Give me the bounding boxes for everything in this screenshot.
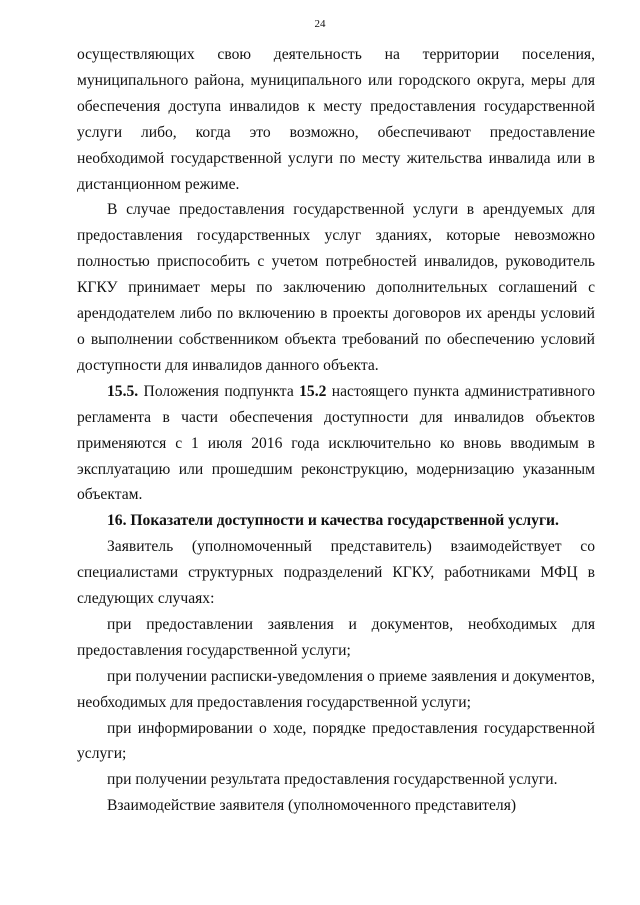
clause-number: 15.5.: [107, 382, 139, 400]
section-heading: 16. Показатели доступности и качества государственной услуги.: [107, 512, 559, 530]
clause-reference: 15.2: [299, 382, 327, 400]
paragraph-text: настоящего пункта административного регламента в части обеспечения доступности для инвалидов объектов применяются с 1 июля 2016 года исключительно ко вновь вводимым в эксплуатацию или прошедшим реконструкцию, модернизацию указанным объектам.: [77, 382, 595, 504]
paragraph-rented-buildings: В случае предоставления государственной услуги в арендуемых для предоставления государственных услуг зданиях, которые невозможно полностью приспособить с учетом потребностей инвалидов, руководитель КГКУ принимает меры по заключению дополнительных соглашений с арендодателем либо по включению в проекты договоров их аренды условий о выполнении собственником объекта требований по обеспечению условий доступности для инвалидов данного объекта.: [77, 201, 595, 374]
paragraph-text: Положения подпункта: [138, 382, 300, 400]
paragraph-15-5: [77, 379, 595, 509]
list-item: при получении результата предоставления государственной услуги.: [107, 771, 558, 789]
page-number: 24: [314, 18, 326, 30]
paragraph-continuation: осуществляющих свою деятельность на территории поселения, муниципального района, муниципального или городского округа, меры для обеспечения доступа инвалидов к месту предоставления государственной услуги либо, когда это возможно, обеспечивают предоставление необходимой государственной услуги по месту жительства инвалида или в дистанционном режиме.: [77, 46, 595, 193]
document-body: [77, 42, 595, 819]
list-item: при получении расписки-уведомления о приеме заявления и документов, необходимых для предоставления государственной услуги;: [77, 667, 595, 711]
paragraph-interaction: Заявитель (уполномоченный представитель) взаимодействует со специалистами структурных подразделений КГКУ, работниками МФЦ в следующих случаях:: [77, 538, 595, 608]
paragraph-continues: Взаимодействие заявителя (уполномоченного представителя): [107, 797, 517, 815]
list-item: при предоставлении заявления и документов, необходимых для предоставления государственной услуги;: [77, 615, 595, 659]
list-item: при информировании о ходе, порядке предоставления государственной услуги;: [77, 719, 595, 763]
